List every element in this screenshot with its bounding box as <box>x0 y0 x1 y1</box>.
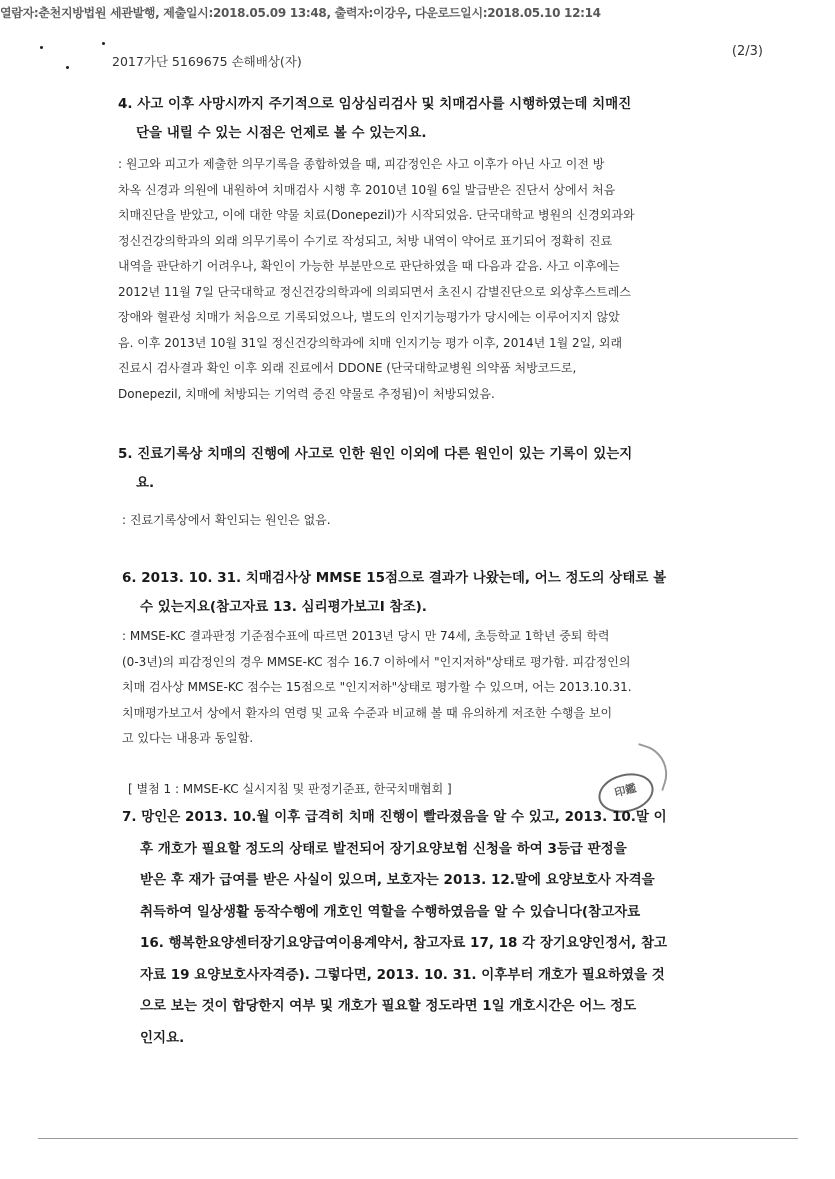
answer-4 <box>118 152 738 407</box>
answer-line: 내역을 판단하기 어려우나, 확인이 가능한 부분만으로 판단하였을 때 다음과 같음. 사고 이후에는 <box>118 259 620 273</box>
question-line: 16. 행복한요양센터장기요양급여이용계약서, 참고자료 17, 18 각 장기요양인정서, 참고 <box>140 935 668 951</box>
answer-line: 장애와 혈관성 치매가 처음으로 기록되었으나, 별도의 인지기능평가가 당시에는 이루어지지 않았 <box>118 310 620 324</box>
answer-6 <box>122 624 742 752</box>
question-line: 단을 내릴 수 있는 시점은 언제로 볼 수 있는지요. <box>136 125 427 141</box>
question-line: 6. 2013. 10. 31. 치매검사상 MMSE 15점으로 결과가 나왔는데, 어느 정도의 상태로 볼 <box>122 570 667 586</box>
answer-line: 정신건강의학과의 외래 의무기록이 수기로 작성되고, 처방 내역이 약어로 표기되어 정확히 진료 <box>118 233 613 248</box>
case-number: 2017가단 5169675 손해배상(자) <box>112 54 302 69</box>
question-4 <box>118 90 758 148</box>
answer-line: (0-3년)의 피감정인의 경우 MMSE-KC 점수 16.7 이하에서 "인지저하"상태로 평가함. 피감정인의 <box>122 654 631 669</box>
question-6 <box>122 564 762 622</box>
question-5 <box>118 440 758 498</box>
question-line: 5. 진료기록상 치매의 진행에 사고로 인한 원인 이외에 다른 원인이 있는 기록이 있는지 <box>118 446 633 462</box>
question-line: 자료 19 요양보호사자격증). 그렇다면, 2013. 10. 31. 이후부터 개호가 필요하였을 것 <box>140 966 665 983</box>
answer-line: 치매평가보고서 상에서 환자의 연령 및 교육 수준과 비교해 볼 때 유의하게 저조한 수행을 보이 <box>122 705 613 720</box>
question-line: 으로 보는 것이 합당한지 여부 및 개호가 필요할 정도라면 1일 개호시간은 어느 정도 <box>140 998 637 1014</box>
page-number: (2/3) <box>731 44 763 59</box>
answer-5 <box>122 508 742 534</box>
answer-line: 치매 검사상 MMSE-KC 점수는 15점으로 "인지저하"상태로 평가할 수 있으며, 어는 2013.10.31. <box>122 680 632 694</box>
question-line: 받은 후 재가 급여를 받은 사실이 있으며, 보호자는 2013. 12.말에 요양보호사 자격을 <box>140 872 655 888</box>
seal-stamp: 印鑑 <box>594 768 658 818</box>
download-watermark-header <box>0 4 835 24</box>
answer-line: Donepezil, 치매에 처방되는 기억력 증진 약물로 추정됨)이 처방되었음. <box>118 386 495 401</box>
question-line: 수 있는지요(참고자료 13. 심리평가보고Ⅰ 참조). <box>140 599 427 615</box>
answer-line: : MMSE-KC 결과판정 기준점수표에 따르면 2013년 당시 만 74세, 초등학교 1학년 중퇴 학력 <box>122 629 610 643</box>
scan-speck <box>66 66 69 69</box>
answer-line: 진료시 검사결과 확인 이후 외래 진료에서 DDONE (단국대학교병원 의약품 처방코드로, <box>118 361 577 375</box>
scan-speck <box>40 46 43 49</box>
answer-line: : 원고와 피고가 제출한 의무기록을 종합하였을 때, 피감정인은 사고 이후가 아닌 사고 이전 방 <box>118 157 605 171</box>
bottom-divider <box>38 1138 798 1139</box>
answer-line: 치매진단을 받았고, 이에 대한 약물 치료(Donepezil)가 시작되었음. 단국대학교 병원의 신경외과와 <box>118 208 635 222</box>
question-line: 후 개호가 필요할 정도의 상태로 발전되어 장기요양보험 신청을 하여 3등급 판정을 <box>140 840 627 857</box>
question-line: 7. 망인은 2013. 10.월 이후 급격히 치매 진행이 빨라졌음을 알 수 있고, 2013. 10.말 이 <box>122 809 667 825</box>
reference-note: [ 별첨 1 : MMSE-KC 실시지침 및 판정기준표, 한국치매협회 ] <box>128 782 452 796</box>
question-line: 인지요. <box>140 1029 185 1046</box>
question-line: 요. <box>136 475 155 491</box>
answer-line: 차옥 신경과 의원에 내원하여 치매검사 시행 후 2010년 10월 6일 발급받은 진단서 상에서 처음 <box>118 182 616 197</box>
download-watermark-text: 열람자:춘천지방법원 세관발행, 제출일시:2018.05.09 13:48, 출력자:이강우, 다운로드일시:2018.05.10 12:14 <box>0 6 601 20</box>
answer-line: 2012년 11월 7일 단국대학교 정신건강의학과에 의뢰되면서 초진시 감별진단으로 외상후스트레스 <box>118 284 631 299</box>
answer-line: : 진료기록상에서 확인되는 원인은 없음. <box>122 513 331 527</box>
answer-line: 음. 이후 2013년 10월 31일 정신건강의학과에 치매 인지기능 평가 이후, 2014년 1월 2일, 외래 <box>118 335 623 350</box>
answer-line: 고 있다는 내용과 동일함. <box>122 731 254 745</box>
scan-speck <box>102 42 105 45</box>
question-line: 4. 사고 이후 사망시까지 주기적으로 임상심리검사 및 치매검사를 시행하였는데 치매진 <box>118 96 632 112</box>
question-7 <box>122 802 762 1054</box>
question-line: 취득하여 일상생활 동작수행에 개호인 역할을 수행하였음을 알 수 있습니다(참고자료 <box>140 903 641 920</box>
